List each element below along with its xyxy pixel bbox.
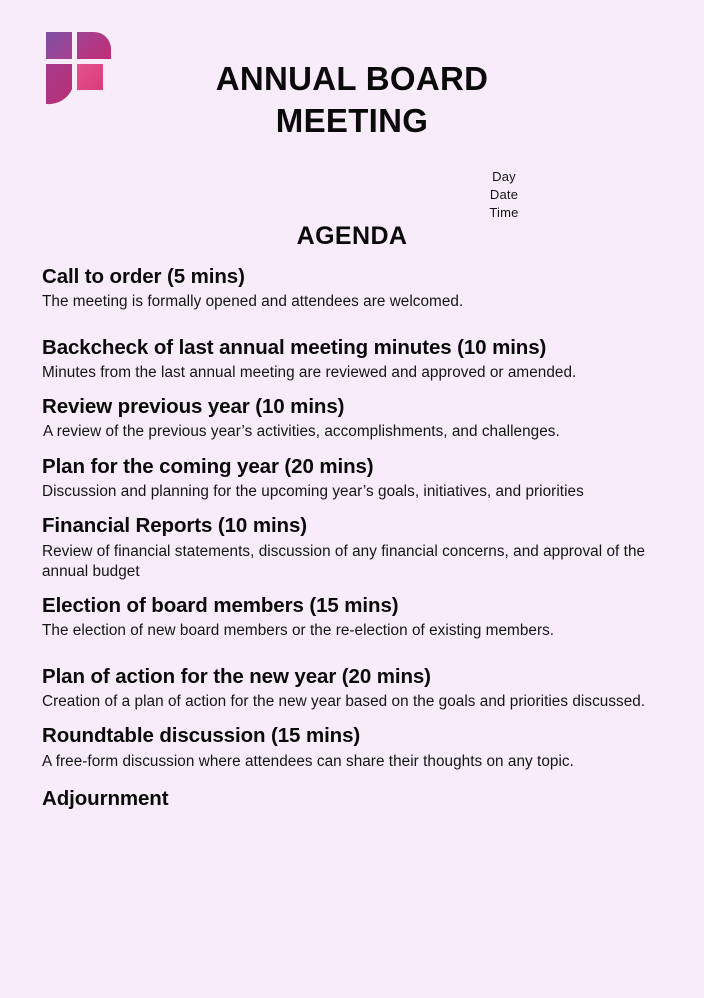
agenda-item-description: Discussion and planning for the upcoming year’s goals, initiatives, and priorities [42,482,584,500]
meeting-meta-block [462,168,546,221]
agenda-item-title: Plan of action for the new year (20 mins) [42,664,431,688]
agenda-item-description: A review of the previous year’s activities, accomplishments, and challenges. [43,423,560,441]
agenda-item [0,264,704,313]
agenda-item-title: Review previous year (10 mins) [42,395,345,419]
agenda-item-title: Roundtable discussion (15 mins) [42,724,361,748]
agenda-item-title: Financial Reports (10 mins) [42,514,308,538]
agenda-item-description: The election of new board members or the re-election of existing members. [42,622,555,640]
brand-logo-icon [44,30,114,108]
agenda-item-description: Creation of a plan of action for the new year based on the goals and priorities discussed. [42,693,646,711]
agenda-item-description: Minutes from the last annual meeting are reviewed and approved or amended. [42,363,577,381]
meta-date-label: Date [489,186,519,202]
agenda-item [0,454,704,503]
agenda-item [0,335,704,384]
agenda-list [0,264,704,814]
agenda-item [0,513,704,582]
agenda-item-title: Election of board members (15 mins) [42,594,399,618]
meta-day-label: Day [492,169,516,184]
agenda-item-title: Plan for the coming year (20 mins) [42,454,374,478]
agenda-item [0,723,704,772]
agenda-item [0,593,704,642]
agenda-item-description: Review of financial statements, discussion of any financial concerns, and approval of the annual budget [42,542,646,580]
agenda-item [0,394,704,443]
meta-time-label: Time [489,204,519,220]
agenda-item-title: Backcheck of last annual meeting minutes (10 mins) [42,335,547,359]
page-title-line-1: ANNUAL BOARD [215,60,489,97]
agenda-item [0,664,704,713]
document-header [0,0,704,160]
agenda-item-title: Call to order (5 mins) [42,265,245,288]
page-title-line-2: MEETING [275,101,429,139]
agenda-item-title: Adjournment [42,786,169,810]
agenda-item-description: The meeting is formally opened and attendees are welcomed. [42,293,464,311]
agenda-item [0,786,704,814]
agenda-heading: AGENDA [296,222,408,250]
page-title [150,58,554,142]
agenda-item-description: A free-form discussion where attendees can share their thoughts on any topic. [42,752,574,770]
